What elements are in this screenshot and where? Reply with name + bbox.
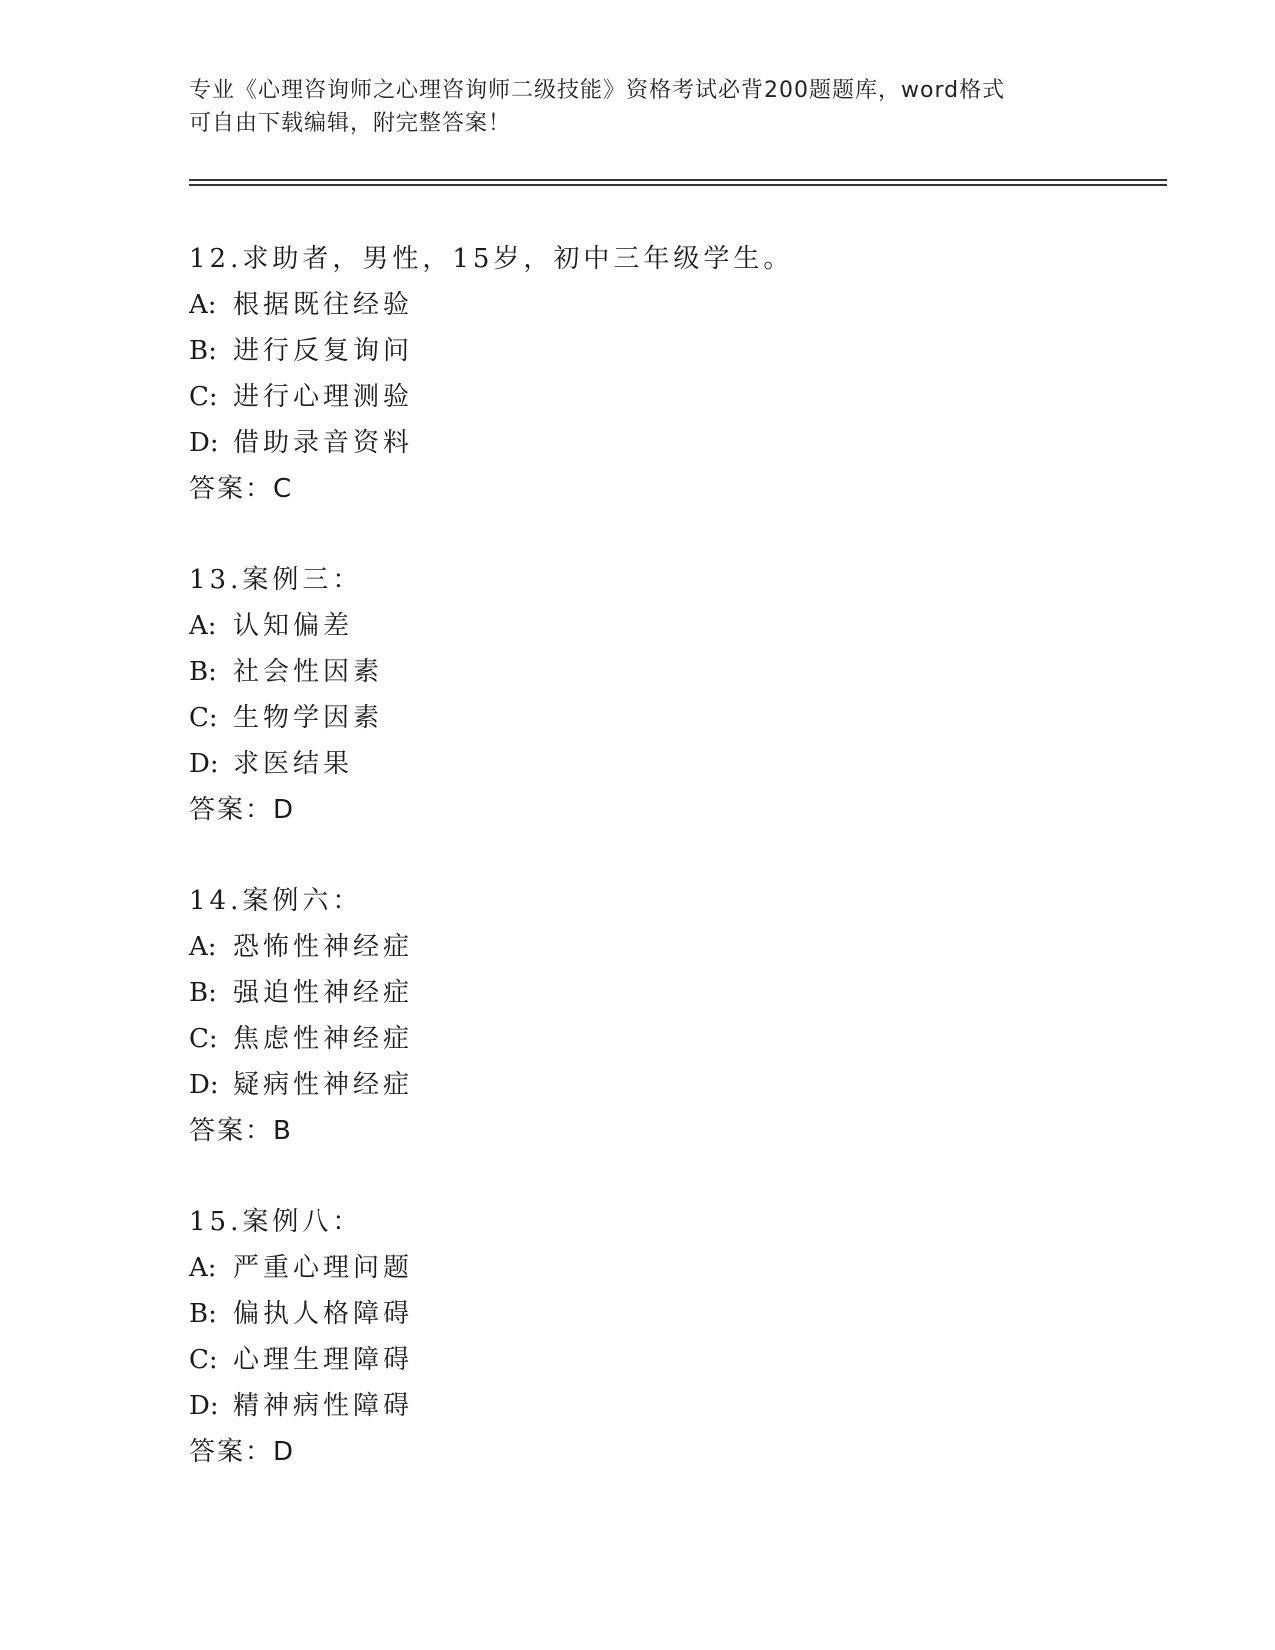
option-a xyxy=(189,282,1149,328)
option-b xyxy=(189,328,1149,374)
option-text: 进行心理测验 xyxy=(233,382,414,412)
option-d xyxy=(189,1062,1149,1108)
option-d xyxy=(189,1383,1149,1429)
option-text: 借助录音资料 xyxy=(233,428,414,458)
answer-line: 答案：B xyxy=(189,1116,293,1146)
option-b xyxy=(189,970,1149,1016)
option-letter: B: xyxy=(189,978,217,1008)
option-letter: A: xyxy=(189,290,217,320)
option-c xyxy=(189,1016,1149,1062)
answer-line: 答案：D xyxy=(189,1437,296,1467)
option-letter: B: xyxy=(189,336,217,366)
option-a xyxy=(189,924,1149,970)
question-list xyxy=(189,236,1149,1520)
option-d xyxy=(189,420,1149,466)
document-header xyxy=(189,74,1089,140)
option-text: 焦虑性神经症 xyxy=(233,1024,414,1054)
option-a xyxy=(189,1245,1149,1291)
option-b xyxy=(189,649,1149,695)
option-letter: C: xyxy=(189,1345,218,1375)
question-stem: 12.求助者，男性，15岁，初中三年级学生。 xyxy=(189,244,794,274)
question-stem: 15.案例八： xyxy=(189,1207,363,1237)
header-divider-top xyxy=(189,179,1167,181)
question-13 xyxy=(189,557,1149,833)
option-text: 求医结果 xyxy=(233,749,354,779)
question-stem: 14.案例六： xyxy=(189,886,363,916)
option-letter: D: xyxy=(189,749,219,779)
answer-line: 答案：D xyxy=(189,795,296,825)
option-text: 疑病性神经症 xyxy=(233,1070,414,1100)
option-text: 精神病性障碍 xyxy=(233,1391,414,1421)
question-12 xyxy=(189,236,1149,512)
option-letter: C: xyxy=(189,1024,218,1054)
option-letter: C: xyxy=(189,382,218,412)
option-a xyxy=(189,603,1149,649)
option-text: 进行反复询问 xyxy=(233,336,414,366)
option-text: 恐怖性神经症 xyxy=(233,932,414,962)
option-letter: A: xyxy=(189,932,217,962)
option-text: 严重心理问题 xyxy=(233,1253,414,1283)
option-text: 偏执人格障碍 xyxy=(233,1299,414,1329)
option-text: 心理生理障碍 xyxy=(233,1345,414,1375)
header-line-2: 可自由下载编辑，附完整答案！ xyxy=(189,111,512,136)
question-stem: 13.案例三： xyxy=(189,565,363,595)
header-divider-bottom xyxy=(189,184,1167,186)
option-d xyxy=(189,741,1149,787)
option-text: 社会性因素 xyxy=(233,657,384,687)
option-letter: D: xyxy=(189,1070,219,1100)
option-c xyxy=(189,1337,1149,1383)
option-text: 生物学因素 xyxy=(233,703,384,733)
question-15 xyxy=(189,1199,1149,1475)
option-letter: A: xyxy=(189,1253,217,1283)
option-text: 根据既往经验 xyxy=(233,290,414,320)
option-text: 认知偏差 xyxy=(233,611,354,641)
option-letter: C: xyxy=(189,703,218,733)
option-letter: B: xyxy=(189,1299,217,1329)
option-letter: A: xyxy=(189,611,217,641)
option-c xyxy=(189,374,1149,420)
option-letter: B: xyxy=(189,657,217,687)
question-14 xyxy=(189,878,1149,1154)
option-b xyxy=(189,1291,1149,1337)
answer-line: 答案：C xyxy=(189,474,294,504)
header-line-1: 专业《心理咨询师之心理咨询师二级技能》资格考试必背200题题库，word格式 xyxy=(189,78,1006,103)
option-c xyxy=(189,695,1149,741)
option-text: 强迫性神经症 xyxy=(233,978,414,1008)
option-letter: D: xyxy=(189,1391,219,1421)
option-letter: D: xyxy=(189,428,219,458)
